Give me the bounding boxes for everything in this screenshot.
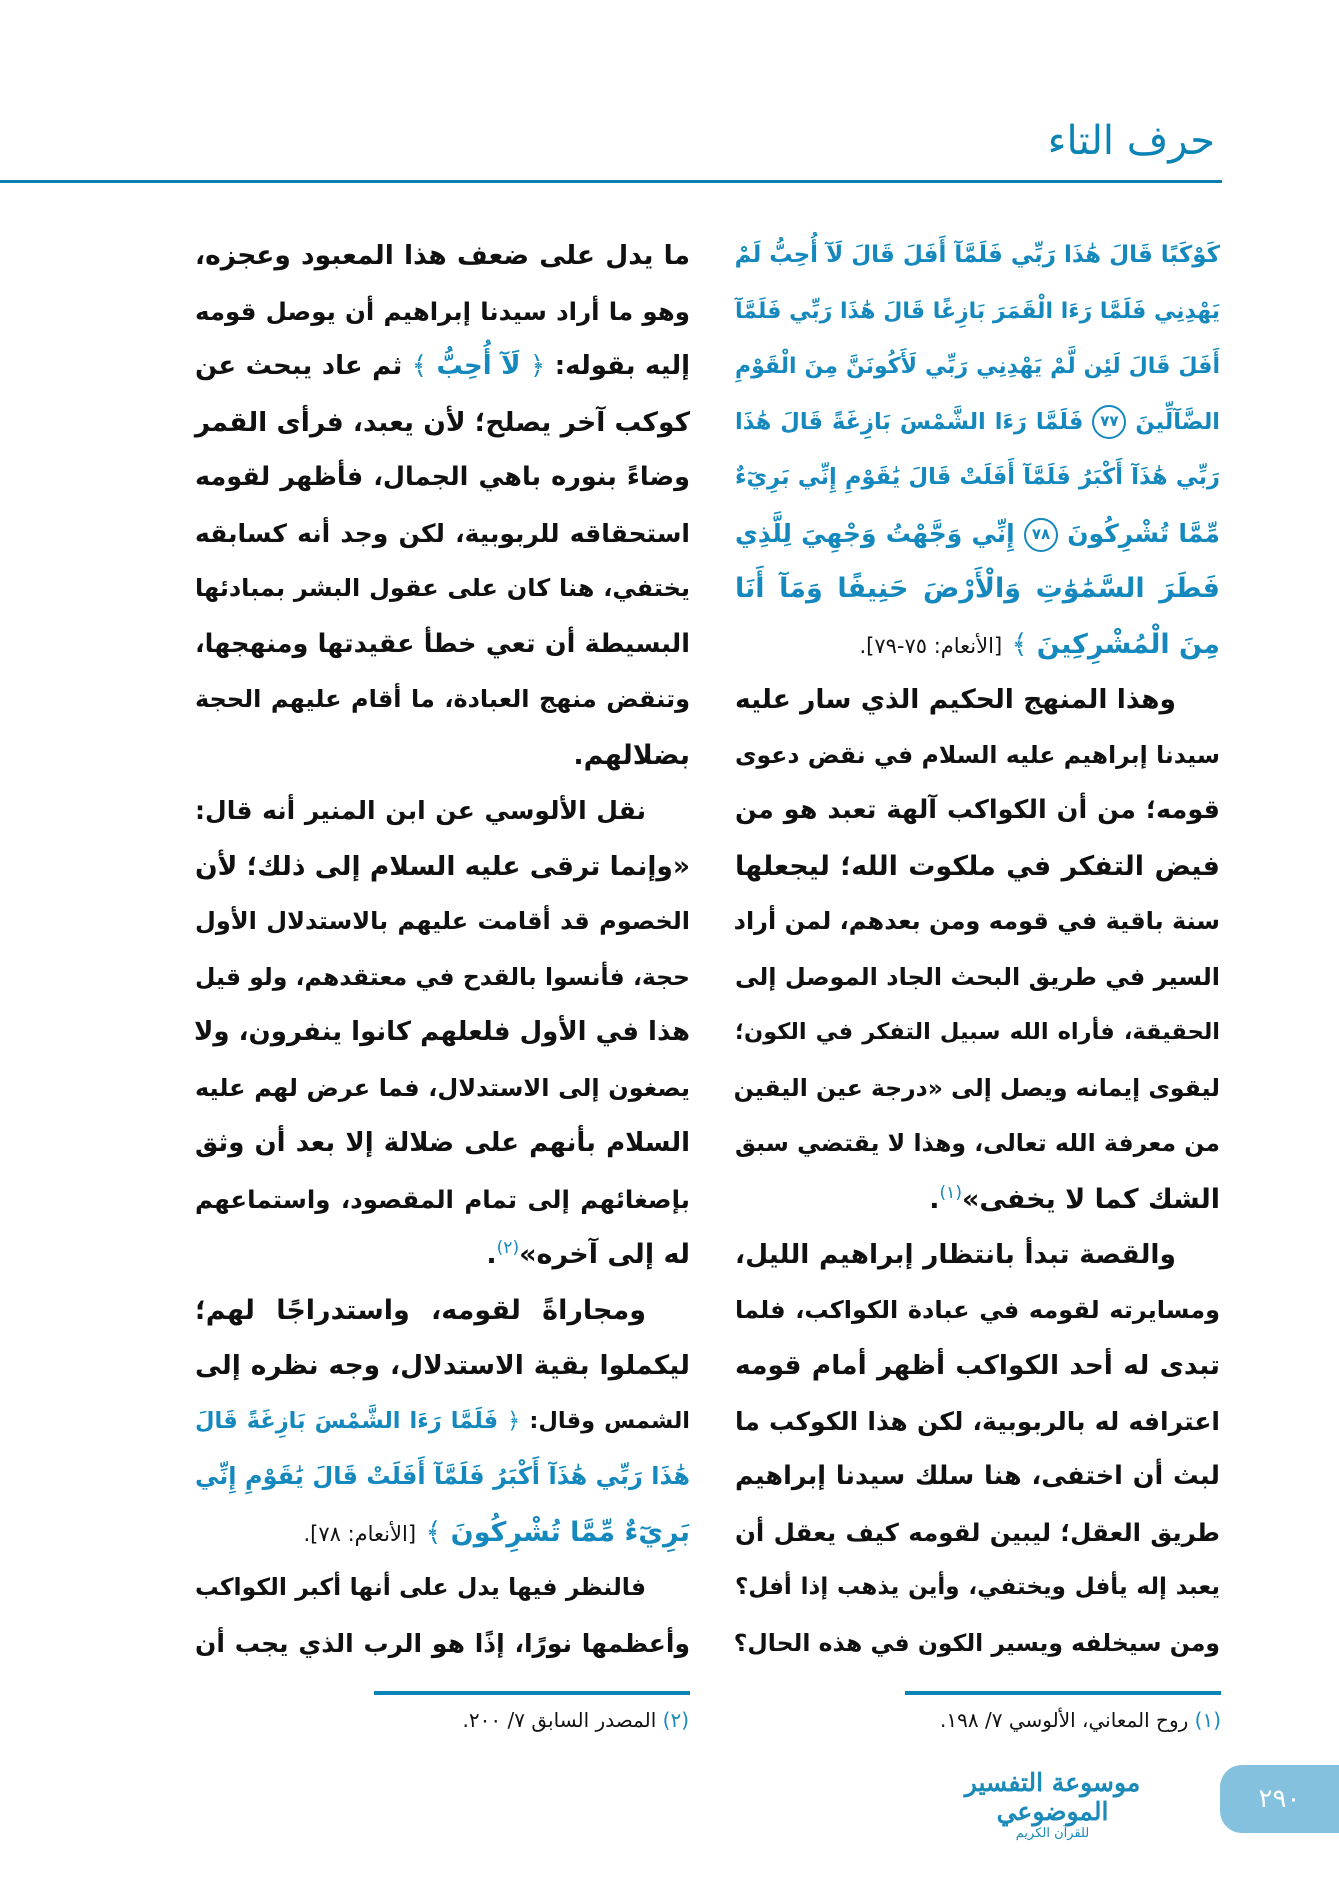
footnote-text: المصدر السابق ٧/ ٢٠٠.	[462, 1708, 657, 1732]
body-text: هذا في الأول فلعلهم كانوا ينفرون، ولا	[194, 1017, 690, 1047]
footnote-number: (١)	[1194, 1708, 1221, 1732]
body-text: ومجاراةً لقومه، واستدراجًا لهم؛	[195, 1294, 646, 1326]
section-title: حرف التاء	[1047, 118, 1215, 164]
encyclopedia-logo	[930, 1768, 1175, 1841]
quran-bracket: ﴿	[530, 351, 546, 381]
body-text: «وإنما ترقى عليه السلام إلى ذلك؛ لأن	[195, 850, 690, 882]
body-text: الشمس وقال:	[529, 1407, 691, 1434]
text-line	[735, 1616, 1220, 1672]
text-line	[195, 617, 690, 673]
text-line	[195, 728, 690, 784]
quran-verse-text: فَطَرَ السَّمَٰوَٰتِ وَالْأَرْضَ حَنِيفًا وَمَآ أَنَا	[735, 573, 1220, 604]
text-line	[735, 617, 1220, 673]
body-text: ثم عاد يبحث عن	[195, 351, 403, 381]
quran-verse-text: هَٰذَا رَبِّي هَٰذَآ أَكْبَرُ فَلَمَّآ أَفَلَتْ قَالَ يَٰقَوْمِ إِنِّي	[195, 1462, 690, 1490]
quran-verse-text: فَلَمَّا رَءَا الشَّمْسَ بَازِغَةً قَالَ هَٰذَا	[735, 408, 1084, 435]
text-line	[735, 1227, 1220, 1283]
text-line	[735, 1116, 1220, 1172]
text-line	[195, 1338, 690, 1394]
body-text: فيض التفكر في ملكوت الله؛ ليجعلها	[735, 850, 1220, 882]
quran-verse-text: مِّمَّا تُشْرِكُونَ	[1067, 518, 1220, 548]
body-text: السلام بأنهم على ضلالة إلا بعد أن وثق	[195, 1128, 690, 1158]
body-text: نقل الألوسي عن ابن المنير أنه قال:	[195, 796, 646, 825]
body-text: سيدنا إبراهيم عليه السلام في نقض دعوى	[735, 740, 1220, 769]
body-text: بإصغائهم إلى تمام المقصود، واستماعهم	[195, 1184, 690, 1214]
quran-verse-text: يَهْدِنِي فَلَمَّا رَءَا الْقَمَرَ بَازِغًا قَالَ هَٰذَا رَبِّي فَلَمَّآ	[735, 298, 1220, 324]
body-text: ليكملوا بقية الاستدلال، وجه نظره إلى	[195, 1350, 690, 1381]
body-text: السير في طريق البحث الجاد الموصل إلى	[735, 962, 1220, 991]
text-line	[735, 1449, 1220, 1505]
body-text: وهذا المنهج الحكيم الذي سار عليه	[735, 684, 1176, 715]
body-text: البسيطة أن تعي خطأ عقيدتها ومنهجها،	[195, 628, 690, 659]
text-line	[195, 1116, 690, 1172]
quran-verse-text: لَآ أُحِبُّ	[436, 351, 521, 381]
text-line	[735, 395, 1220, 451]
text-line	[195, 894, 690, 950]
footnote-1	[940, 1708, 1221, 1732]
text-line	[735, 284, 1220, 340]
quran-verse-text: كَوْكَبًا قَالَ هَٰذَا رَبِّي فَلَمَّآ أَفَلَ قَالَ لَآ أُحِبُّ لَمْ	[734, 242, 1220, 268]
body-text: الحقيقة، فأراه الله سبيل التفكر في الكون؛	[735, 1019, 1220, 1045]
text-line	[195, 1283, 690, 1339]
text-line	[735, 1283, 1220, 1339]
quran-verse-text: فَلَمَّا رَءَا الشَّمْسَ بَازِغَةً قَالَ	[195, 1407, 499, 1434]
body-text: ليقوى إيمانه ويصل إلى «درجة عين اليقين	[733, 1073, 1220, 1102]
footnote-number: (٢)	[662, 1708, 689, 1732]
quran-bracket: ﴾	[411, 351, 428, 381]
body-text: ما يدل على ضعف هذا المعبود وعجزه،	[195, 240, 690, 271]
text-line	[195, 1061, 690, 1117]
quran-bracket: ﴿	[507, 1407, 521, 1434]
text-line	[195, 1616, 690, 1672]
text-line	[735, 894, 1220, 950]
text-line	[735, 1061, 1220, 1117]
body-text: يصغون إلى الاستدلال، فما عرض لهم عليه	[195, 1073, 690, 1102]
text-line	[735, 1505, 1220, 1561]
text-line	[735, 506, 1220, 562]
body-text: وهو ما أراد سيدنا إبراهيم أن يوصل قومه	[195, 296, 690, 326]
text-line	[195, 1227, 690, 1283]
quran-verse-text: بَرِيٓءٌ مِّمَّا تُشْرِكُونَ	[450, 1516, 690, 1548]
text-line	[195, 783, 690, 839]
body-text: ومسايرته لقومه في عبادة الكواكب، فلما	[735, 1295, 1220, 1324]
text-line	[735, 561, 1220, 617]
header-rule	[0, 180, 1222, 183]
text-line	[195, 1172, 690, 1228]
text-line	[195, 228, 690, 284]
body-text: فالنظر فيها يدل على أنها أكبر الكواكب	[195, 1573, 646, 1601]
body-text: الشك كما لا يخفى»	[961, 1183, 1220, 1215]
footnote-text: روح المعاني، الألوسي ٧/ ١٩٨.	[940, 1708, 1189, 1732]
footnote-2	[463, 1708, 689, 1732]
page-number: ٢٩٠	[1220, 1765, 1339, 1833]
quran-bracket: ﴾	[1011, 628, 1028, 660]
quran-verse-text: إِنِّي وَجَّهْتُ وَجْهِيَ لِلَّذِي	[735, 518, 1015, 548]
text-line	[735, 783, 1220, 839]
text-line	[735, 1172, 1220, 1228]
text-line	[735, 1394, 1220, 1450]
text-line	[735, 728, 1220, 784]
logo-title: موسوعة التفسير الموضوعي	[964, 1768, 1141, 1826]
body-text: استحقاقه للربوبية، لكن وجد أنه كسابقه	[195, 518, 690, 548]
verse-reference: [الأنعام: ٧٨].	[303, 1521, 417, 1546]
body-text: .	[929, 1183, 940, 1215]
body-text: وتنقض منهج العبادة، ما أقام عليهم الحجة	[195, 685, 690, 713]
text-line	[735, 228, 1220, 284]
quran-verse-text: أَفَلَ قَالَ لَئِن لَّمْ يَهْدِنِي رَبِّي لَأَكُونَنَّ مِنَ الْقَوْمِ	[735, 354, 1220, 379]
text-line	[735, 339, 1220, 395]
body-text: من معرفة الله تعالى، وهذا لا يقتضي سبق	[735, 1129, 1220, 1157]
body-text: يختفي، هنا كان على عقول البشر بمبادئها	[195, 574, 690, 602]
text-line	[735, 1560, 1220, 1616]
text-line	[195, 561, 690, 617]
body-text: والقصة تبدأ بانتظار إبراهيم الليل،	[735, 1239, 1176, 1270]
quran-verse-text: الضَّآلِّينَ	[1135, 408, 1220, 435]
body-text: بضلالهم.	[573, 739, 690, 771]
body-text: حجة، فأنسوا بالقدح في معتقدهم، ولو قيل	[195, 962, 690, 991]
body-text: إليه بقوله:	[554, 351, 691, 381]
text-line	[195, 339, 690, 395]
body-text: اعترافه له بالربوبية، لكن هذا الكوكب ما	[735, 1406, 1220, 1436]
quran-bracket: ﴾	[425, 1516, 442, 1548]
text-line	[195, 1394, 690, 1450]
text-line	[735, 950, 1220, 1006]
quran-verse-text: مِنَ الْمُشْرِكِينَ	[1036, 628, 1220, 660]
text-line	[195, 839, 690, 895]
text-line	[195, 950, 690, 1006]
right-column	[735, 228, 1220, 1671]
text-line	[195, 1005, 690, 1061]
text-line	[195, 284, 690, 340]
body-text: .	[486, 1239, 497, 1270]
text-line	[195, 450, 690, 506]
text-line	[195, 1505, 690, 1561]
ayah-number-marker: ٧٧	[1092, 405, 1126, 439]
verse-reference: [الأنعام: ٧٥-٧٩].	[859, 633, 1003, 658]
text-line	[195, 1560, 690, 1616]
footnote-rule-left	[374, 1691, 690, 1695]
text-line	[735, 1005, 1220, 1061]
body-text: لبث أن اختفى، هنا سلك سيدنا إبراهيم	[735, 1461, 1220, 1491]
quran-verse-text: رَبِّي هَٰذَآ أَكْبَرُ فَلَمَّآ أَفَلَتْ قَالَ يَٰقَوْمِ إِنِّي بَرِيٓءٌ	[735, 464, 1220, 490]
body-text: وضاءً بنوره باهي الجمال، فأظهر لقومه	[195, 462, 690, 492]
text-line	[735, 672, 1220, 728]
body-text: ومن سيخلفه ويسير الكون في هذه الحال؟	[733, 1628, 1220, 1657]
left-column	[195, 228, 690, 1671]
footnote-marker[interactable]: (٢)	[496, 1238, 520, 1258]
text-line	[195, 506, 690, 562]
ayah-number-marker: ٧٨	[1024, 518, 1058, 552]
text-line	[195, 395, 690, 451]
body-text: طريق العقل؛ ليبين لقومه كيف يعقل أن	[735, 1517, 1220, 1547]
logo-subtitle: للقرآن الكريم	[1015, 1826, 1090, 1841]
body-text: يعبد إله يأفل ويختفي، وأين يذهب إذا أفل؟	[735, 1574, 1220, 1600]
text-line	[195, 1449, 690, 1505]
body-text: تبدى له أحد الكواكب أظهر أمام قومه	[735, 1350, 1220, 1381]
text-line	[735, 450, 1220, 506]
text-line	[735, 1338, 1220, 1394]
text-line	[195, 672, 690, 728]
body-text: كوكب آخر يصلح؛ لأن يعبد، فرأى القمر	[194, 406, 690, 438]
body-text: قومه؛ من أن الكواكب آلهة تعبد هو من	[735, 795, 1220, 825]
body-text: له إلى آخره»	[519, 1239, 690, 1270]
footnote-marker[interactable]: (١)	[939, 1182, 962, 1203]
body-text: الخصوم قد أقامت عليهم بالاستدلال الأول	[195, 907, 690, 935]
footnote-rule-right	[905, 1691, 1221, 1695]
body-text: وأعظمها نورًا، إذًا هو الرب الذي يجب أن	[195, 1628, 690, 1658]
text-line	[735, 839, 1220, 895]
body-text: سنة باقية في قومه ومن بعدهم، لمن أراد	[733, 907, 1220, 935]
